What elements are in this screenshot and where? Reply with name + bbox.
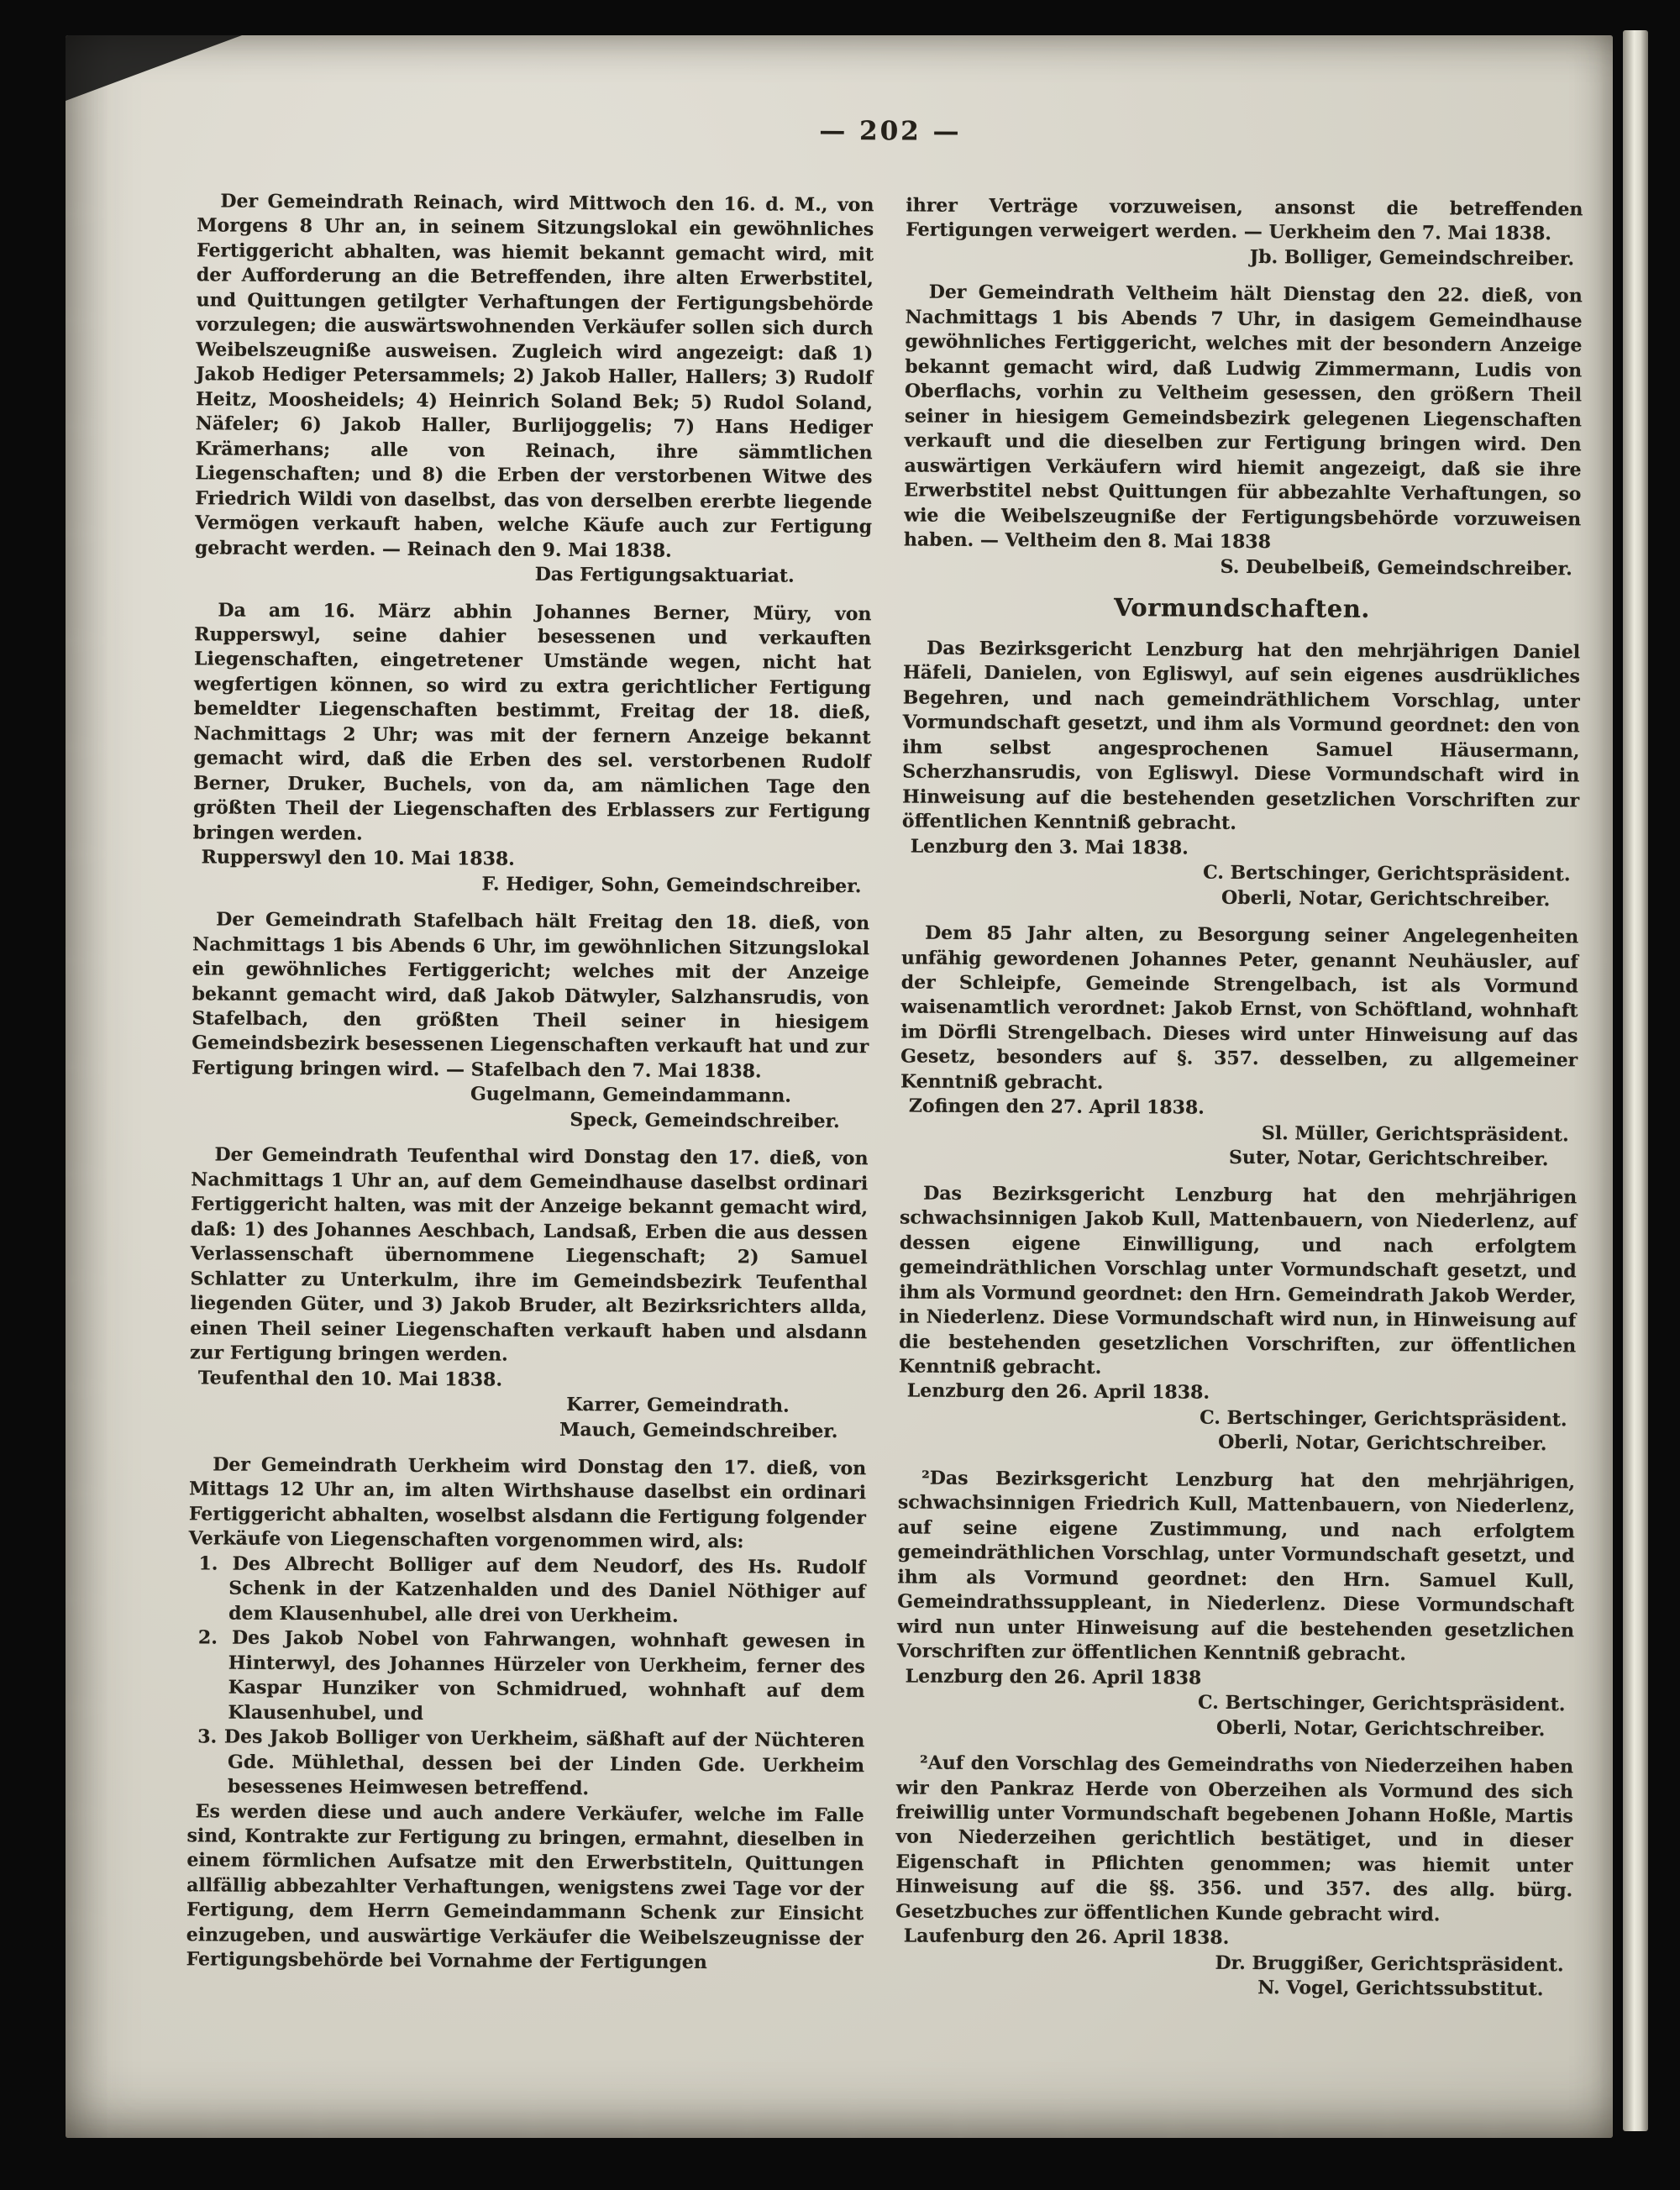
page-number [197, 112, 1583, 150]
notice-uerkheim [186, 1452, 867, 1977]
signature: Oberli, Notar, Gerichtschreiber. [1221, 886, 1551, 911]
notice-body: Da am 16. März abhin Johannes Berner, Müry, von Rupperswyl, seine dahier besessenen und verkauften Liegenschaften, eingetretener Umstände wegen, nicht hat wegfertigen können, so wird zu extra gerichtlicher Fertigung bemeldter Liegenschaften bestimmt, Freitag der 18. dieß, Nachmittags 2 Uhr; was mit der fernern Anzeige bekannt gemacht wird, daß die Erben des sel. verstorbenen Rudolf Berner, Druker, Buchels, von da, am nämlichen Tage den größten Theil der Liegenschaften des Erblassers zur Fertigung bringen werden. [192, 598, 872, 845]
dateline: Lenzburg den 26. April 1838. [906, 1379, 1210, 1405]
notice-body: ²Auf den Vorschlag des Gemeindraths von Niederzeihen haben wir den Pankraz Herde von Oberzeihen als Vormund des sich freiwillig unter Vormundschaft begebenen Johann Hoßle, Martis von Niederzeihen gerichtlich bestätiget, und in dieser Eigenschaft in Pflichten genommen; was hiemit unter Hinweisung auf die §§. 356. und 357. des allg. bürg. Gesetzbuches zur öffentlichen Kunde gebracht wird. [895, 1751, 1574, 1926]
notice-body: Dem 85 Jahr alten, zu Besorgung seiner Angelegenheiten unfähig gewordenen Johannes Peter, genannt Neuhäusler, auf der Schleipfe, Gemeinde Strengelbach, ist als Vormund waisenamtlich verordnet: Jakob Ernst, von Schöftland, wohnhaft im Dörfli Strengelbach. Dieses wird unter Hinweisung auf das Gesetz, besonders auf §. 357. desselben, zu allgemeiner Kenntniß gebracht. [900, 922, 1579, 1094]
notice-body: Es werden diese und auch andere Verkäufer, welche im Falle sind, Kontrakte zur Fertigung zu bringen, ermahnt, dieselben in einem förmlichen Aufsatze mit den Erwerbstiteln, Quittungen allfällig abbezahlter Verhaftungen, wenigstens zwei Tage vor der Fertigung, dem Herrn Gemeindammann Schenk zur Einsicht einzugeben, und auswärtige Verkäufer die Weibelszeugnisse der Fertigungsbehörde bei Vornahme der Fertigungen [186, 1799, 864, 1974]
signature: Speck, Gemeindschreiber. [570, 1108, 840, 1132]
notice-stafelbach [192, 907, 870, 1134]
signature: C. Bertschinger, Gerichtspräsident. [1200, 1406, 1567, 1431]
notice-uerkheim-continuation [906, 193, 1583, 271]
list-item: 1. Des Albrecht Bolliger auf dem Neudorf, des Hs. Rudolf Schenk in der Katzenhalden und des Daniel Nöthiger auf dem Klausenhubel, alle drei von Uerkheim. [198, 1552, 866, 1627]
notice-teufenthal [189, 1143, 868, 1445]
notice-veltheim [904, 281, 1583, 582]
dateline: Lenzburg den 26. April 1838 [905, 1665, 1202, 1689]
signature: S. Deubelbeiß, Gemeindschreiber. [1220, 555, 1572, 580]
section-title-vormundschaften: Vormundschaften. [1113, 593, 1371, 623]
signature: Sl. Müller, Gerichtspräsident. [1261, 1121, 1569, 1147]
dateline: Lenzburg den 3. Mai 1838. [910, 835, 1189, 859]
dateline: Teufenthal den 10. Mai 1838. [197, 1366, 503, 1391]
notice-johannes-peter [900, 921, 1578, 1173]
notice-body: Der Gemeindrath Teufenthal wird Donstag den 17. dieß, von Nachmittags 1 Uhr an, auf dem Gemeindhause daselbst ordinari Fertiggericht halten, was mit der Anzeige bekannt gemacht wird, daß: 1) des Johannes Aeschbach, Landsaß, Erben die aus dessen Verlassenschaft übernommene Liegenschaft; 2) Samuel Schlatter zu Unterkulm, ihre im Gemeindsbezirk Teufenthal liegenden Güter, und 3) Jakob Bruder, alt Bezirksrichters allda, einen Theil seiner Liegenschaften verkauft haben und alsdann zur Fertigung bringen werden. [189, 1143, 869, 1366]
notice-reinach [195, 189, 874, 589]
signature: Karrer, Gemeindrath. [566, 1394, 790, 1417]
signature: F. Hediger, Sohn, Gemeindschreiber. [481, 873, 862, 897]
left-column [186, 189, 874, 2011]
signature: Dr. Bruggißer, Gerichtspräsident. [1215, 1951, 1564, 1977]
signature: C. Bertschinger, Gerichtspräsident. [1197, 1691, 1566, 1716]
notice-body: Der Gemeindrath Stafelbach hält Freitag den 18. dieß, von Nachmittags 1 bis Abends 6 Uhr, im gewöhnlichen Sitzungslokal ein gewöhnliches Fertiggericht; welches mit der Anzeige bekannt gemacht wird, daß Jakob Dätwyler, Salzhansrudis, von Stafelbach, den größten Theil seiner in hiesigem Gemeindsbezirk besessenen Liegenschaften verkauft hat und zur Fertigung bringen wird. — Stafelbach den 7. Mai 1838. [192, 908, 870, 1083]
signature: Suter, Notar, Gerichtschreiber. [1228, 1147, 1549, 1171]
notice-body: ²Das Bezirksgericht Lenzburg hat den mehrjährigen, schwachsinnigen Friedrich Kull, Mattenbauern, von Niederlenz, auf seine eigene Zustimmung, und nach erfolgtem gemeindräthlichen Vorschlag, unter Vormundschaft gesetzt, und ihm als Vormund geordnet: den Hrn. Samuel Kull, Gemeindrathssuppleant, in Niederlenz. Diese Vormundschaft wird nun unter Hinweisung auf die bestehenden gesetzlichen Vorschriften zur öffentlichen Kenntniß gebracht. [896, 1467, 1576, 1666]
right-column [895, 193, 1583, 2015]
signature: Oberli, Notar, Gerichtschreiber. [1215, 1716, 1546, 1741]
signature: Mauch, Gemeindschreiber. [559, 1418, 838, 1442]
signature: C. Bertschinger, Gerichtspräsident. [1203, 861, 1571, 886]
notice-haefeli [901, 636, 1580, 912]
text-columns [186, 189, 1583, 2015]
notice-niederzeihen [895, 1751, 1573, 2003]
signature: Jb. Bolliger, Gemeindschreiber. [1249, 245, 1575, 270]
notice-body: Das Bezirksgericht Lenzburg hat den mehrjährigen schwachsinnigen Jakob Kull, Mattenbauern, von Niederlenz, auf dessen eigene Einwilligung, und nach erfolgtem gemeindräthlichen Vorschlag unter Vormundschaft gesetzt, und ihm als Vormund geordnet: den Hrn. Gemeindrath Jakob Werder, in Niederlenz. Diese Vormundschaft wird nun, in Hinweisung auf die bestehenden gesetzlichen Vorschriften, zur öffentlichen Kenntniß gebracht. [898, 1182, 1578, 1379]
page-number-text: — 202 — [819, 115, 962, 147]
dateline: Zofingen den 27. April 1838. [908, 1095, 1205, 1119]
dateline: Laufenburg den 26. April 1838. [903, 1925, 1230, 1950]
notice-body: Der Gemeindrath Reinach, wird Mittwoch den 16. d. M., von Morgens 8 Uhr an, in seinem Sitzungslokal ein gewöhnliches Fertiggericht abhalten, was hiemit bekannt gemacht wird, mit der Aufforderung an die Betreffenden, ihre alten Erwerbstitel, und Quittungen getilgter Verhaftungen der Fertigungsbehörde vorzulegen; die auswärtswohnenden Verkäufer sollen sich durch Weibelszeugniße ausweisen. Zugleich wird angezeigt: daß 1) Jakob Hediger Petersammels; 2) Jakob Haller, Hallers; 3) Rudolf Heitz, Moosheidels; 4) Heinrich Soland Bek; 5) Rudol Soland, Näfeler; 6) Jakob Haller, Burlijoggelis; 7) Hans Hediger Krämerhans; alle von Reinach, ihre sämmtlichen Liegenschaften; und 8) die Erben der verstorbenen Witwe des Friedrich Wildi von daselbst, das von derselben ererbte liegende Vermögen verkauft haben, welche Käufe auch zur Fertigung gebracht werden. — Reinach den 9. Mai 1838. [194, 190, 874, 562]
page-content [66, 35, 1613, 2138]
dateline: Rupperswyl den 10. Mai 1838. [201, 846, 515, 870]
list-item: 3. Des Jakob Bolliger von Uerkheim, säßhaft auf der Nüchteren Gde. Mühlethal, dessen bei der Linden Gde. Uerkheim besessenes Heimwesen betreffend. [197, 1725, 865, 1800]
signature: Das Fertigungsaktuariat. [534, 563, 795, 587]
newspaper-page [66, 35, 1613, 2138]
notice-body: Das Bezirksgericht Lenzburg hat den mehrjährigen Daniel Häfeli, Danielen, von Egliswyl, auf sein eigenes ausdrükliches Begehren, und nach gemeindräthlichem Vorschlag, unter Vormundschaft gesetzt, und ihm als Vormund geordnet: den von ihm selbst angesprochenen Samuel Häusermann, Scherzhansrudis, von Egliswyl. Diese Vormundschaft wird in Hinweisung auf die bestehenden gesetzlichen Vorschriften zur öffentlichen Kenntniß gebracht. [901, 637, 1581, 835]
notice-friedrich-kull [896, 1466, 1575, 1742]
signature: Oberli, Notar, Gerichtschreiber. [1218, 1431, 1547, 1456]
notice-body: Der Gemeindrath Veltheim hält Dienstag den 22. dieß, von Nachmittags 1 bis Abends 7 Uhr, in dasigem Gemeindhause gewöhnliches Fertiggericht, welches mit der besondern Anzeige bekannt gemacht wird, daß Ludwig Zimmermann, Ludis von Oberflachs, vorhin zu Veltheim gesessen, den größern Theil seiner in hiesigem Gemeindsbezirk gelegenen Liegenschaften verkauft und die dieselben zur Fertigung bringen wird. Den auswärtigen Verkäufern wird hiemit angezeigt, daß sie ihre Erwerbstitel nebst Quittungen für abbezahlte Verhaftungen, so wie die Weibelszeugniße der Fertigungsbehörde vorzuweisen haben. — Veltheim den 8. Mai 1838 [903, 281, 1583, 554]
list-item: 2. Des Jakob Nobel von Fahrwangen, wohnhaft gewesen in Hinterwyl, des Johannes Hürzeler von Uerkheim, ferner des Kaspar Hunziker von Schmidrued, wohnhaft auf dem Klausenhubel, und [197, 1626, 866, 1725]
notice-body: ihrer Verträge vorzuweisen, ansonst die betreffenden Fertigungen verweigert werden. — Uerkheim den 7. Mai 1838. [906, 194, 1583, 245]
signature: N. Vogel, Gerichtssubstitut. [1257, 1977, 1544, 2001]
adjacent-page-edge [1623, 30, 1648, 2131]
signature: Gugelmann, Gemeindammann. [470, 1083, 792, 1108]
notice-rupperswyl [192, 598, 871, 900]
notice-jakob-kull [898, 1181, 1577, 1457]
notice-body: Der Gemeindrath Uerkheim wird Donstag den 17. dieß, von Mittags 12 Uhr an, im alten Wirthshause daselbst ein ordinari Fertiggericht abhalten, woselbst alsdann die Fertigung folgender Verkäufe von Liegenschaften vorgenommen wird, als: [188, 1453, 867, 1553]
